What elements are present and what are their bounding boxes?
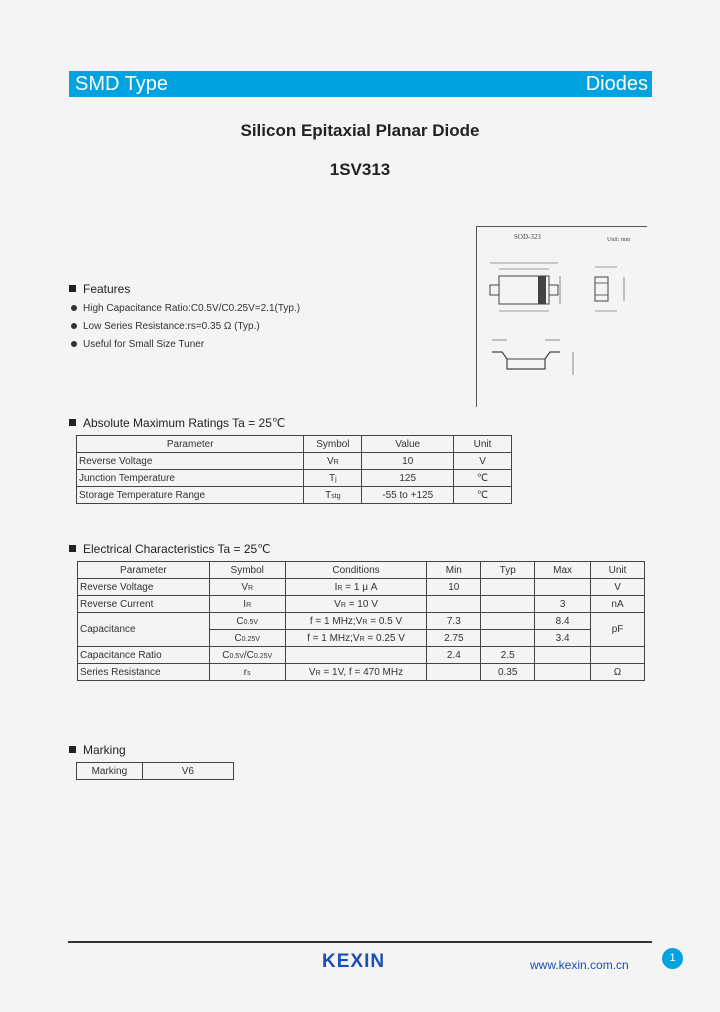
package-drawing xyxy=(476,226,647,407)
header-category: Diodes xyxy=(585,73,648,95)
table-row xyxy=(78,664,645,681)
table-row xyxy=(77,453,512,470)
value-cell: 10 xyxy=(362,453,454,470)
header-banner xyxy=(69,71,652,97)
unit-cell: V xyxy=(454,453,512,470)
part-number: 1SV313 xyxy=(329,160,391,179)
marking-label-cell: Marking xyxy=(77,763,143,780)
min-cell: 2.75 xyxy=(427,630,481,647)
min-cell: 2.4 xyxy=(427,647,481,664)
param-cell: Junction Temperature xyxy=(77,470,304,487)
symbol-cell: VR xyxy=(209,579,285,596)
table-header-row xyxy=(77,436,512,453)
param-cell: Storage Temperature Range xyxy=(77,487,304,504)
marking-value-cell: V6 xyxy=(142,763,233,780)
bullet-dot-icon xyxy=(71,305,77,311)
param-cell: Capacitance xyxy=(78,613,210,647)
symbol-cell: Tj xyxy=(304,470,362,487)
max-cell: 3 xyxy=(535,596,591,613)
column-header: Parameter xyxy=(77,436,304,453)
conditions-cell xyxy=(285,647,427,664)
column-header: Conditions xyxy=(285,562,427,579)
feature-item xyxy=(71,303,300,314)
unit-cell xyxy=(591,647,645,664)
marking-heading-text: Marking xyxy=(83,743,126,757)
features-heading-text: Features xyxy=(83,282,131,296)
abs-max-heading xyxy=(69,416,285,430)
typ-cell xyxy=(481,630,535,647)
unit-cell: pF xyxy=(591,613,645,647)
table-row xyxy=(78,647,645,664)
website-link[interactable]: www.kexin.com.cn xyxy=(530,958,629,972)
symbol-cell: C0.25V xyxy=(209,630,285,647)
table-row xyxy=(77,487,512,504)
value-cell: 125 xyxy=(362,470,454,487)
package-outline-drawing xyxy=(477,227,647,407)
param-cell: Series Resistance xyxy=(78,664,210,681)
typ-cell xyxy=(481,596,535,613)
elec-table xyxy=(77,561,645,681)
unit-cell: nA xyxy=(591,596,645,613)
marking-table xyxy=(76,762,234,780)
unit-cell: Ω xyxy=(591,664,645,681)
elec-heading-text: Electrical Characteristics Ta = 25℃ xyxy=(83,542,271,556)
bullet-dot-icon xyxy=(71,341,77,347)
conditions-cell: IR = 1 μ A xyxy=(285,579,427,596)
conditions-cell: f = 1 MHz;VR = 0.5 V xyxy=(285,613,427,630)
document-title: Silicon Epitaxial Planar Diode xyxy=(240,121,480,140)
table-header-row xyxy=(78,562,645,579)
unit-cell: ℃ xyxy=(454,487,512,504)
param-cell: Reverse Current xyxy=(78,596,210,613)
abs-max-table xyxy=(76,435,512,504)
param-cell: Reverse Voltage xyxy=(78,579,210,596)
feature-text: Low Series Resistance:rs=0.35 Ω (Typ.) xyxy=(83,321,260,332)
column-header: Parameter xyxy=(78,562,210,579)
features-heading xyxy=(69,282,130,296)
max-cell xyxy=(535,579,591,596)
symbol-cell: IR xyxy=(209,596,285,613)
max-cell: 3.4 xyxy=(535,630,591,647)
symbol-cell: rs xyxy=(209,664,285,681)
table-row xyxy=(78,579,645,596)
bullet-dot-icon xyxy=(71,323,77,329)
typ-cell: 0.35 xyxy=(481,664,535,681)
marking-heading xyxy=(69,743,126,757)
conditions-cell: f = 1 MHz;VR = 0.25 V xyxy=(285,630,427,647)
min-cell xyxy=(427,596,481,613)
min-cell: 7.3 xyxy=(427,613,481,630)
feature-text: High Capacitance Ratio:C0.5V/C0.25V=2.1(Typ.) xyxy=(83,303,301,314)
conditions-cell: VR = 10 V xyxy=(285,596,427,613)
column-header: Unit xyxy=(591,562,645,579)
bullet-square-icon xyxy=(69,746,76,753)
column-header: Value xyxy=(362,436,454,453)
bullet-square-icon xyxy=(69,419,76,426)
header-type: SMD Type xyxy=(75,73,168,95)
symbol-cell: Tstg xyxy=(304,487,362,504)
typ-cell: 2.5 xyxy=(481,647,535,664)
column-header: Min xyxy=(427,562,481,579)
abs-max-heading-text: Absolute Maximum Ratings Ta = 25℃ xyxy=(83,416,286,430)
bullet-square-icon xyxy=(69,285,76,292)
param-cell: Capacitance Ratio xyxy=(78,647,210,664)
package-name: SOD-323 xyxy=(514,233,541,241)
table-row xyxy=(78,613,645,630)
table-row xyxy=(77,763,234,780)
column-header: Unit xyxy=(454,436,512,453)
conditions-cell: VR = 1V, f = 470 MHz xyxy=(285,664,427,681)
column-header: Typ xyxy=(481,562,535,579)
feature-text: Useful for Small Size Tuner xyxy=(83,339,205,350)
max-cell xyxy=(535,647,591,664)
feature-item xyxy=(71,339,204,350)
symbol-cell: VR xyxy=(304,453,362,470)
typ-cell xyxy=(481,579,535,596)
table-row xyxy=(78,596,645,613)
package-unit: Unit: mm xyxy=(607,237,631,243)
page-number: 1 xyxy=(662,948,683,969)
column-header: Symbol xyxy=(209,562,285,579)
elec-heading xyxy=(69,542,271,556)
bullet-square-icon xyxy=(69,545,76,552)
value-cell: -55 to +125 xyxy=(362,487,454,504)
kexin-logo: KEXIN xyxy=(322,951,386,972)
feature-item xyxy=(71,321,260,332)
max-cell xyxy=(535,664,591,681)
min-cell xyxy=(427,664,481,681)
symbol-cell: C0.5V/C0.25V xyxy=(209,647,285,664)
footer-divider xyxy=(68,941,652,943)
column-header: Max xyxy=(535,562,591,579)
column-header: Symbol xyxy=(304,436,362,453)
param-cell: Reverse Voltage xyxy=(77,453,304,470)
typ-cell xyxy=(481,613,535,630)
symbol-cell: C0.5V xyxy=(209,613,285,630)
unit-cell: V xyxy=(591,579,645,596)
table-row xyxy=(77,470,512,487)
max-cell: 8.4 xyxy=(535,613,591,630)
unit-cell: ℃ xyxy=(454,470,512,487)
min-cell: 10 xyxy=(427,579,481,596)
